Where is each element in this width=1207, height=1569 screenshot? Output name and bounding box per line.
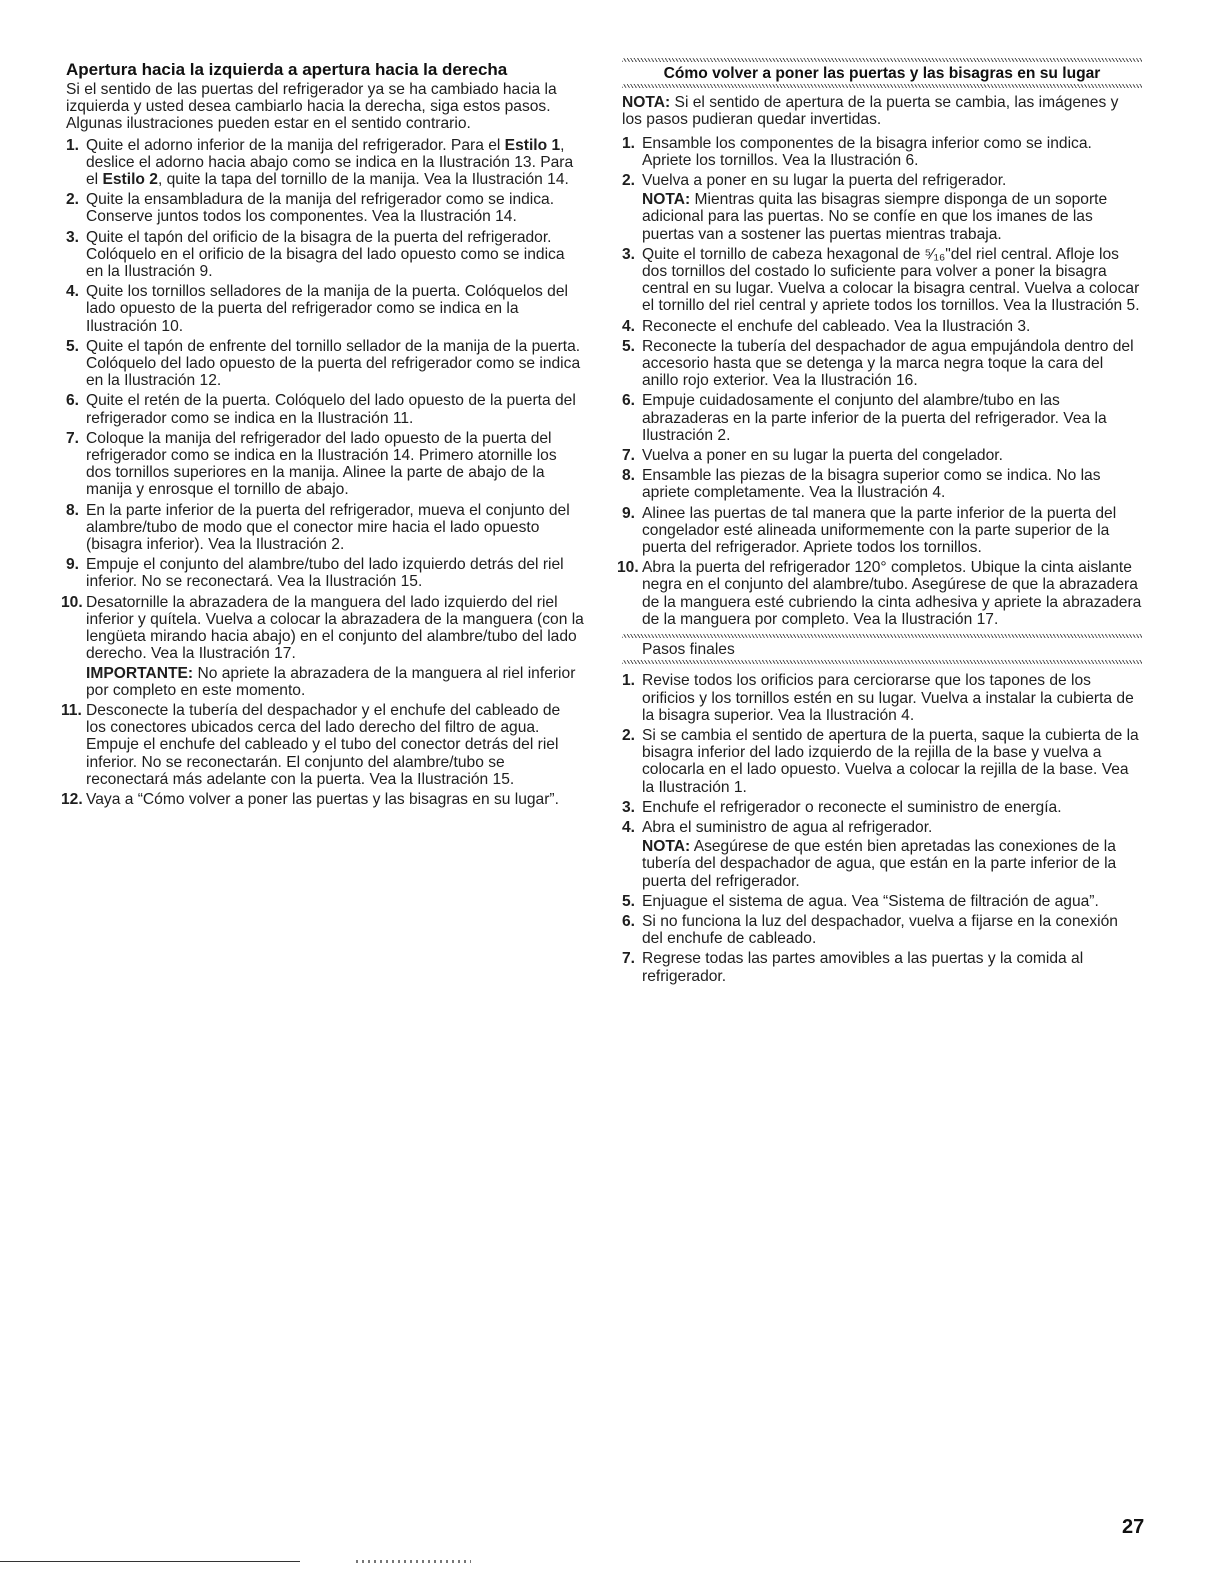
footer-rule — [0, 1561, 300, 1562]
step-number: 1. — [66, 136, 80, 154]
note-label: NOTA: — [642, 191, 691, 209]
page-number: 27 — [1122, 1516, 1145, 1538]
section-title-final-steps: Pasos finales — [642, 641, 735, 659]
step-text-run: Ensamble las piezas de la bisagra superior como se indica. No las apriete completamente. Vea la Ilustración 4. — [642, 467, 1101, 502]
step-text — [642, 672, 1142, 724]
step-text-run: Quite el tornillo de cabeza hexagonal de ⁵⁄₁₆"del riel central. Afloje los dos tornillos del costado lo suficiente para volver a poner la bisagra central en su lugar. Vuelva a colocar la bisagra central. Vuelva a colocar el tornillo del riel central y apriete todos los tornillos. Vea la Ilustración 5. — [642, 245, 1140, 315]
step-number: 2. — [622, 172, 636, 190]
step-item — [622, 338, 1142, 390]
step-text-run: Abra el suministro de agua al refrigerador. — [642, 818, 933, 836]
step-number: 9. — [622, 504, 636, 522]
note-paragraph — [622, 94, 1142, 128]
step-text-run: Coloque la manija del refrigerador del lado opuesto de la puerta del refrigerador como se indica en la Ilustración 14. Primero atornille los dos tornillos superiores en la manija. Alinee la parte de abajo de la manija y enrosque el tornillo de abajo. — [86, 429, 557, 499]
note-text: Mientras quita las bisagras siempre disponga de un soporte adicional para las puertas. No se confíe en que los imanes de las puertas van a sostener las puertas mientras trabaja. — [642, 191, 1108, 243]
step-item — [66, 137, 584, 189]
step-text — [642, 893, 1142, 910]
step-text — [86, 137, 584, 189]
step-item — [66, 338, 584, 390]
right-steps-list — [617, 134, 1142, 628]
step-text — [86, 594, 584, 663]
step-text-run: Quite el tapón de enfrente del tornillo sellador de la manija de la puerta. Colóquelo del lado opuesto de la puerta del refrigerador como se indica en la Ilustración 12. — [86, 337, 581, 390]
step-item — [622, 318, 1142, 335]
step-item — [622, 727, 1142, 796]
step-text-run: Quite el tapón del orificio de la bisagra de la puerta del refrigerador. Colóquelo en el orificio de la bisagra del lado opuesto como se indica en la Ilustración 9. — [86, 228, 565, 281]
step-number: 3. — [66, 228, 80, 246]
step-item — [622, 246, 1142, 315]
step-text-run: Revise todos los orificios para cerciorarse que los tapones de los orificios y los tornillos estén en su lugar. Vuelva a instalar la cubierta de la bisagra superior. Vea la Ilustración 4. — [642, 672, 1134, 724]
step-text-run: , deslice el adorno hacia abajo como se indica en la Ilustración 13. Para el — [86, 136, 574, 189]
step-text — [642, 447, 1142, 464]
step-text — [642, 318, 1142, 335]
step-text-run: Si se cambia el sentido de apertura de la puerta, saque la cubierta de la bisagra inferior del lado izquierdo de la rejilla de la base y vuelva a colocarla en el lado opuesto. Vuelva a colocar la rejilla de la base. Vea la Ilustración 1. — [642, 726, 1139, 796]
step-item — [622, 392, 1142, 444]
step-text-run: Empuje cuidadosamente el conjunto del alambre/tubo en las abrazaderas en la parte inferior de la puerta del refrigerador. Vea la Ilustración 2. — [642, 392, 1107, 444]
step-text-run: Desconecte la tubería del despachador y el enchufe del cableado de los conectores ubicados cerca del lado derecho del filtro de agua. Empuje el enchufe del cableado y el tubo del conector detrás del riel inferior. No se reconectarán. El conjunto del alambre/tubo se reconectará más adelante con la puerta. Vea la Ilustración 15. — [86, 701, 561, 788]
step-text-run: Enchufe el refrigerador o reconecte el suministro de energía. — [642, 798, 1062, 816]
step-number: 8. — [622, 467, 636, 485]
left-steps-list — [61, 136, 584, 809]
step-text-run: Vaya a “Cómo volver a poner las puertas y las bisagras en su lugar”. — [86, 790, 559, 808]
step-item — [61, 790, 584, 808]
step-item — [66, 283, 584, 335]
step-item — [66, 229, 584, 281]
section-title-reinstall-doors: Cómo volver a poner las puertas y las bisagras en su lugar — [663, 65, 1101, 82]
step-item — [622, 913, 1142, 947]
step-number: 2. — [622, 726, 636, 744]
step-text-run: Quite los tornillos selladores de la manija de la puerta. Colóquelos del lado opuesto de la puerta del refrigerador como se indica en la Ilustración 10. — [86, 283, 568, 335]
step-text-run: Abra la puerta del refrigerador 120° completos. Ubique la cinta aislante negra en el conjunto del alambre/tubo. Asegúrese de que la abrazadera de la manguera esté cubriendo la cinta adhesiva y apriete la abrazadera de la manguera por completo. Vea la Ilustración 17. — [642, 559, 1142, 628]
step-item — [622, 950, 1142, 984]
step-text-run: Reconecte la tubería del despachador de agua empujándola dentro del accesorio hasta que se detenga y la marca negra toque la cara del anillo rojo exterior. Vea la Ilustración 16. — [642, 337, 1134, 390]
step-note — [86, 665, 584, 699]
step-note — [642, 838, 1142, 890]
step-item — [61, 593, 584, 699]
step-text — [642, 505, 1142, 557]
step-number: 5. — [622, 337, 636, 355]
step-number: 2. — [66, 191, 80, 209]
step-item — [66, 502, 584, 554]
note-label: NOTA: — [642, 838, 691, 856]
hatch-divider — [622, 84, 1142, 88]
step-text-run: Si no funciona la luz del despachador, vuelva a fijarse en la conexión del enchufe de cableado. — [642, 912, 1118, 948]
step-emphasis: Estilo 1 — [504, 136, 561, 154]
step-text-run: Reconecte el enchufe del cableado. Vea la Ilustración 3. — [642, 317, 1031, 335]
step-text — [86, 702, 584, 788]
step-item — [617, 559, 1142, 628]
step-text — [642, 727, 1142, 796]
step-item — [66, 430, 584, 499]
step-text-run: Empuje el conjunto del alambre/tubo del lado izquierdo detrás del riel inferior. No se reconectará. Vea la Ilustración 15. — [86, 556, 564, 591]
step-text — [642, 819, 1142, 836]
step-item — [622, 672, 1142, 724]
step-text-run: Ensamble los componentes de la bisagra inferior como se indica. Apriete los tornillos. Vea la Ilustración 6. — [642, 134, 1092, 169]
note-text: Si el sentido de apertura de la puerta se cambia, las imágenes y los pasos pudieran quedar invertidas. — [622, 94, 1119, 129]
step-number: 1. — [622, 672, 636, 690]
step-number: 11. — [61, 701, 82, 719]
step-item — [622, 172, 1142, 243]
footer-marks — [356, 1560, 471, 1563]
step-text — [642, 246, 1142, 315]
step-number: 3. — [622, 245, 636, 263]
step-emphasis: Estilo 2 — [102, 171, 158, 189]
step-item — [622, 505, 1142, 557]
step-text — [642, 559, 1142, 628]
step-text — [642, 467, 1142, 501]
step-number: 4. — [622, 317, 636, 335]
step-text — [86, 502, 584, 554]
step-text-run: Vuelva a poner en su lugar la puerta del refrigerador. — [642, 172, 1007, 190]
step-item — [61, 701, 584, 788]
step-text — [86, 791, 584, 808]
step-number: 4. — [66, 283, 80, 301]
step-number: 7. — [622, 950, 636, 968]
step-text — [642, 392, 1142, 444]
step-number: 6. — [66, 392, 80, 410]
left-column — [61, 60, 584, 811]
step-text — [86, 283, 584, 335]
note-label: IMPORTANTE: — [86, 664, 194, 682]
step-text-run: Vuelva a poner en su lugar la puerta del congelador. — [642, 447, 1003, 465]
step-text-run: Quite el adorno inferior de la manija del refrigerador. Para el — [86, 136, 505, 154]
step-text — [642, 172, 1142, 189]
step-text-run: Quite el retén de la puerta. Colóquelo del lado opuesto de la puerta del refrigerador como se indica en la Ilustración 11. — [86, 392, 576, 427]
note-text: No apriete la abrazadera de la manguera al riel inferior por completo en este momento. — [86, 664, 576, 699]
step-text — [86, 338, 584, 390]
hatch-divider — [622, 660, 1142, 664]
step-text-run: Desatornille la abrazadera de la manguera del lado izquierdo del riel inferior y quítela. Vuelva a colocar la abrazadera de la manguera (con la lengüeta mirando hacia abajo) en el conjunto del alambre/tubo del lado derecho. Vea la Ilustración 17. — [86, 593, 584, 663]
step-text — [86, 392, 584, 426]
step-text-run: Enjuague el sistema de agua. Vea “Sistema de filtración de agua”. — [642, 892, 1099, 910]
step-item — [622, 467, 1142, 501]
step-text — [642, 799, 1142, 816]
step-number: 3. — [622, 798, 636, 816]
step-number: 9. — [66, 556, 80, 574]
step-number: 1. — [622, 134, 636, 152]
step-text-run: , quite la tapa del tornillo de la manija. Vea la Ilustración 14. — [157, 171, 569, 189]
step-text — [642, 338, 1142, 390]
right-column — [617, 58, 1142, 988]
step-text — [642, 950, 1142, 984]
step-text — [86, 556, 584, 590]
step-item — [66, 556, 584, 590]
step-text — [86, 191, 584, 225]
step-text — [642, 135, 1142, 169]
step-item — [622, 799, 1142, 816]
step-text-run: Alinee las puertas de tal manera que la parte inferior de la puerta del congelador esté alineada uniformemente con la parte superior de la puerta del refrigerador. Apriete todos los tornillos. — [642, 504, 1117, 557]
step-number: 10. — [617, 559, 639, 577]
step-number: 8. — [66, 501, 80, 519]
step-number: 10. — [61, 593, 83, 611]
note-text: Asegúrese de que estén bien apretadas las conexiones de la tubería del despachador de agua, que están en la parte inferior de la puerta del refrigerador. — [642, 838, 1117, 890]
step-number: 5. — [66, 337, 80, 355]
step-number: 6. — [622, 392, 636, 410]
intro-paragraph: Si el sentido de las puertas del refrigerador ya se ha cambiado hacia la izquierda y usted desea cambiarlo hacia la derecha, siga estos pasos. Algunas ilustraciones pueden estar en el sentido contrario. — [66, 81, 557, 133]
step-number: 7. — [66, 429, 80, 447]
step-text — [86, 430, 584, 499]
section-title-left-to-right: Apertura hacia la izquierda a apertura hacia la derecha — [66, 60, 508, 79]
step-text-run: Regrese todas las partes amovibles a las puertas y la comida al refrigerador. — [642, 950, 1084, 985]
step-item — [622, 447, 1142, 464]
step-item — [622, 893, 1142, 910]
final-steps-list — [622, 672, 1142, 984]
note-label: NOTA: — [622, 94, 671, 112]
step-number: 7. — [622, 447, 636, 465]
step-item — [66, 392, 584, 426]
step-number: 12. — [61, 790, 83, 808]
step-item — [622, 819, 1142, 890]
step-item — [66, 191, 584, 225]
step-text-run: En la parte inferior de la puerta del refrigerador, mueva el conjunto del alambre/tubo de modo que el conector mire hacia el lado opuesto (bisagra inferior). Vea la Ilustración 2. — [86, 501, 570, 554]
step-number: 5. — [622, 892, 636, 910]
step-item — [622, 135, 1142, 169]
step-note — [642, 191, 1142, 243]
step-text-run: Quite la ensambladura de la manija del refrigerador como se indica. Conserve juntos todos los componentes. Vea la Ilustración 14. — [86, 191, 555, 226]
step-text — [86, 229, 584, 281]
step-number: 6. — [622, 912, 636, 930]
step-number: 4. — [622, 818, 636, 836]
step-text — [642, 913, 1142, 947]
